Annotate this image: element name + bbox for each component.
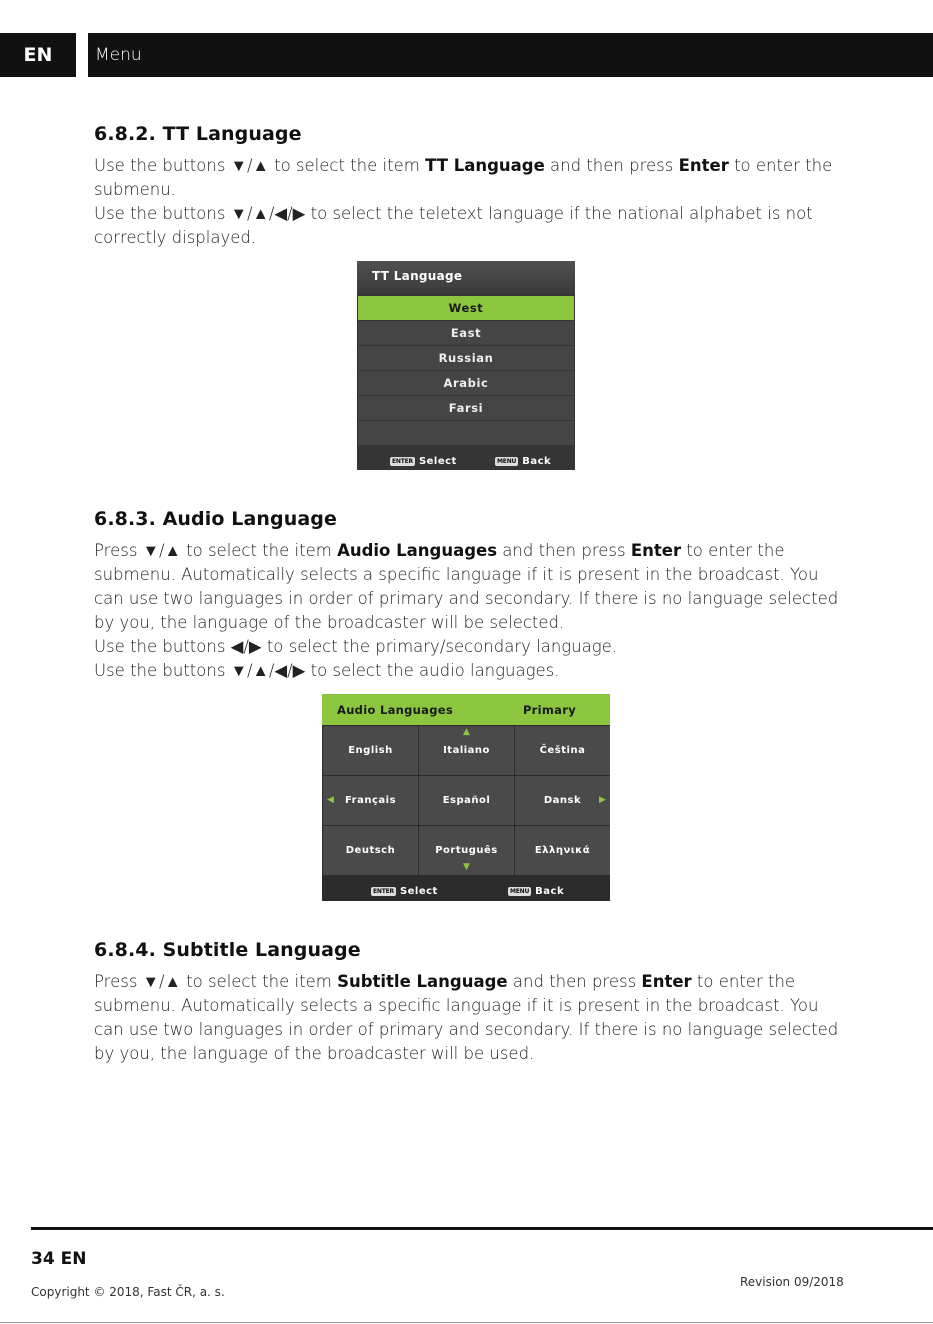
text-line: by you, the language of the broadcaster will be used. [94, 1044, 535, 1063]
text-line: Use the buttons ▼/▲/◀/▶ to select the audio languages. [94, 661, 560, 680]
audio-cell-greek[interactable]: Ελληνικά [515, 826, 610, 875]
section-heading-audio-language: 6.8.3. Audio Language [94, 508, 337, 530]
audio-cell-deutsch[interactable]: Deutsch [323, 826, 418, 875]
audio-cell-cestina[interactable]: Čeština [515, 726, 610, 775]
header-title: Menu [95, 45, 142, 65]
arrow-down-icon[interactable]: ▼ [463, 862, 470, 872]
section-heading-tt-language: 6.8.2. TT Language [94, 123, 302, 145]
audio-cell-english[interactable]: English [323, 726, 418, 775]
section-text-tt-language [94, 154, 854, 250]
tt-menu-item-empty [358, 421, 574, 445]
enter-key-icon: ENTER [373, 888, 394, 895]
arrow-up-icon[interactable]: ▲ [463, 727, 470, 737]
select-hint: Select [418, 456, 457, 467]
audio-menu-mode[interactable]: Primary [522, 703, 576, 717]
arrow-left-icon[interactable]: ◀ [327, 795, 334, 805]
audio-menu-footer-select [371, 881, 438, 900]
header-bar [88, 33, 933, 77]
footer-rule [31, 1227, 933, 1230]
text-line: by you, the language of the broadcaster will be selected. [94, 613, 565, 632]
text-line: Use the buttons ▼/▲/◀/▶ to select the teletext language if the national alphabet is not [94, 204, 813, 223]
text-line: submenu. Automatically selects a specific language if it is present in the broadcast. You [94, 996, 819, 1015]
revision-text: Revision 09/2018 [740, 1275, 844, 1289]
text-line: can use two languages in order of primary and secondary. If there is no language selected [94, 1020, 839, 1039]
tt-menu-item-west[interactable]: West [358, 296, 574, 320]
audio-language-menu [322, 694, 610, 901]
section-text-audio-language [94, 539, 854, 683]
tt-menu-footer [390, 451, 551, 470]
copyright-text: Copyright © 2018, Fast ČR, a. s. [31, 1285, 225, 1299]
back-hint: Back [535, 886, 565, 897]
text-line: submenu. [94, 180, 176, 199]
tt-menu-item-russian[interactable]: Russian [358, 346, 574, 370]
menu-key-icon: MENU [510, 888, 530, 895]
tt-menu-item-arabic[interactable]: Arabic [358, 371, 574, 395]
audio-cell-dansk[interactable]: Dansk [515, 776, 610, 825]
audio-cell-portugues[interactable]: Português [419, 826, 514, 875]
text-line: submenu. Automatically selects a specific language if it is present in the broadcast. You [94, 565, 819, 584]
tt-menu-item-farsi[interactable]: Farsi [358, 396, 574, 420]
text-line: can use two languages in order of primary and secondary. If there is no language selected [94, 589, 839, 608]
tt-menu-item-east[interactable]: East [358, 321, 574, 345]
menu-key-icon: MENU [497, 458, 517, 465]
audio-cell-francais[interactable]: Français [323, 776, 418, 825]
tt-menu-header [357, 261, 575, 294]
audio-menu-title: Audio Languages [337, 703, 453, 717]
page-number: 34 EN [31, 1249, 87, 1269]
page-bottom-rule [0, 1322, 933, 1323]
text-line: Use the buttons ◀/▶ to select the primary/secondary language. [94, 637, 618, 656]
section-text-subtitle-language [94, 970, 854, 1066]
section-heading-subtitle-language: 6.8.4. Subtitle Language [94, 939, 361, 961]
text-line: correctly displayed. [94, 228, 257, 247]
audio-menu-header [322, 694, 610, 725]
tt-menu-title: TT Language [372, 269, 463, 283]
text-line: Press ▼/▲ to select the item Subtitle Language and then press Enter to enter the [94, 972, 796, 991]
audio-cell-italiano[interactable]: Italiano [419, 726, 514, 775]
language-badge: EN [0, 33, 76, 77]
back-hint: Back [522, 456, 552, 467]
select-hint: Select [399, 886, 438, 897]
audio-menu-footer-back [508, 881, 564, 900]
tt-language-menu [357, 261, 575, 470]
text-line: Use the buttons ▼/▲ to select the item TT Language and then press Enter to enter the [94, 156, 833, 175]
enter-key-icon: ENTER [392, 458, 413, 465]
arrow-right-icon[interactable]: ▶ [599, 795, 606, 805]
text-line: Press ▼/▲ to select the item Audio Languages and then press Enter to enter the [94, 541, 785, 560]
audio-cell-espanol[interactable]: Español [419, 776, 514, 825]
